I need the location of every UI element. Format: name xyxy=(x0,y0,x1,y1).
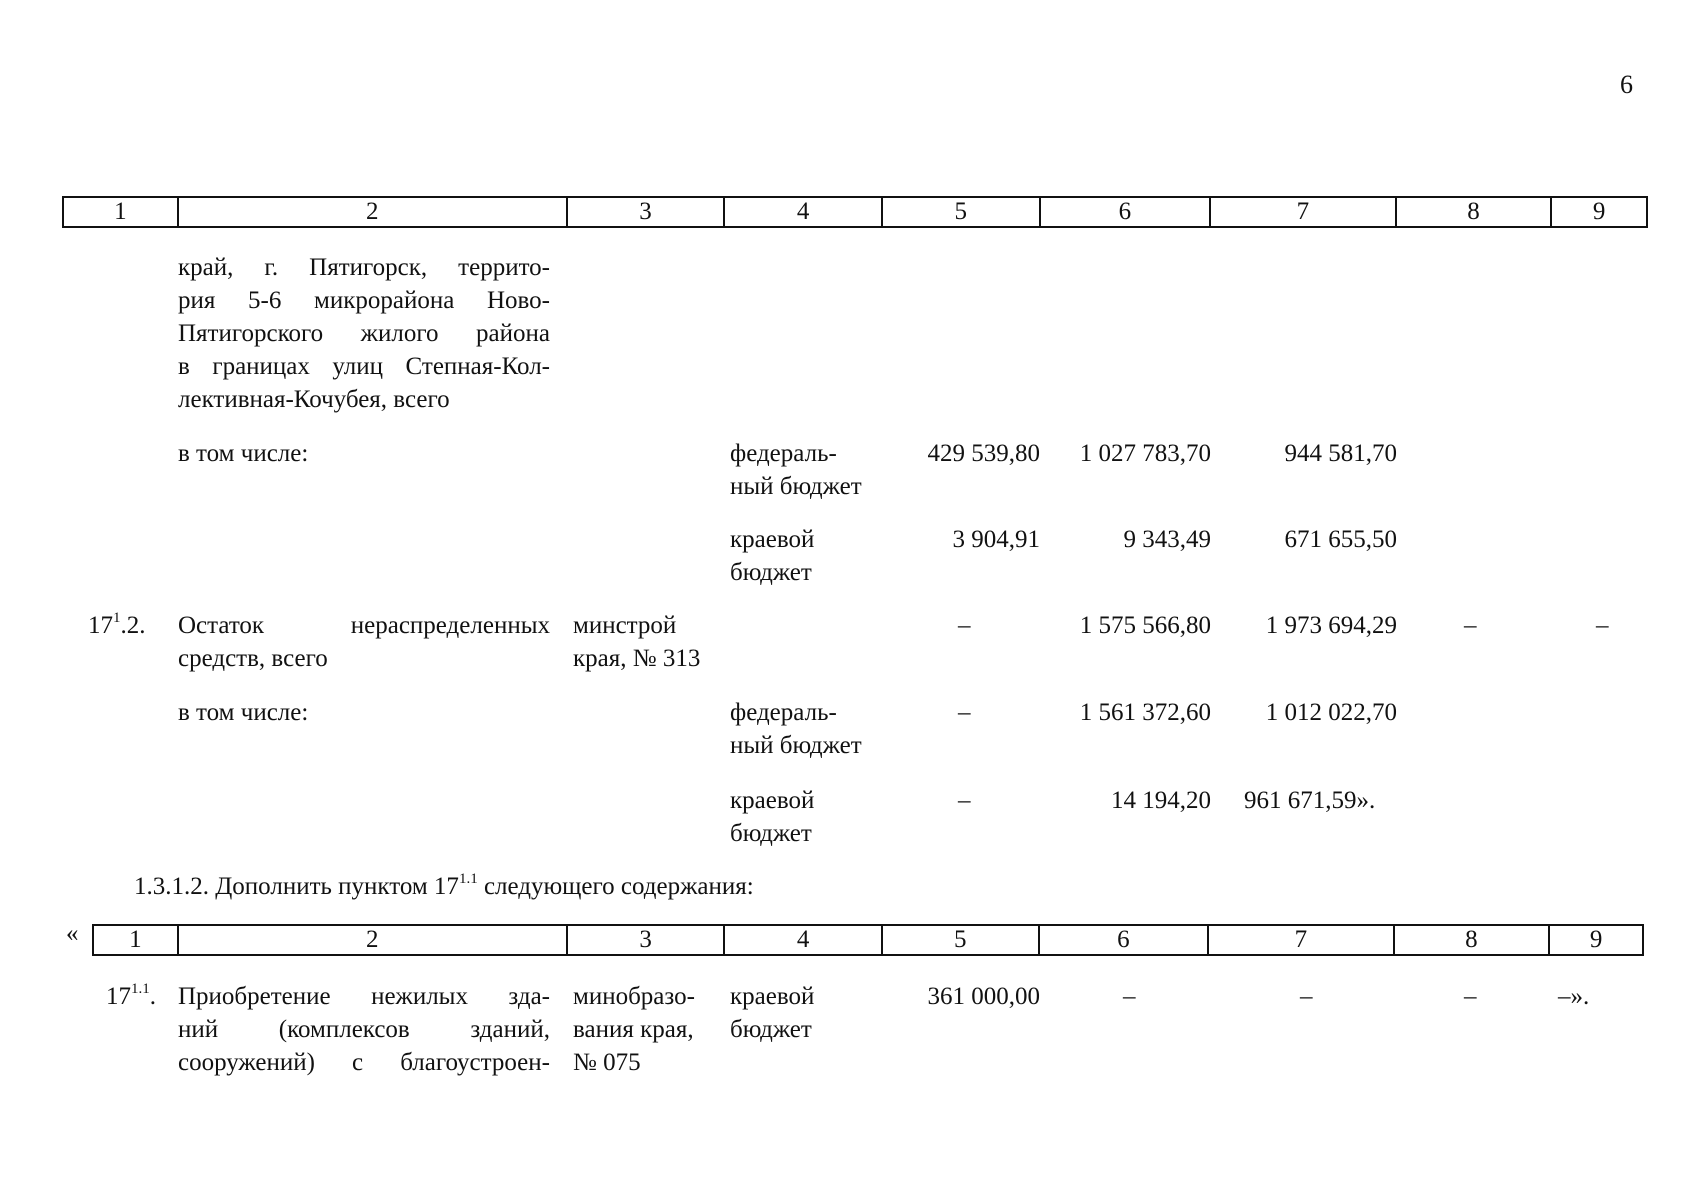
desc-line: Пятигорского жилого района xyxy=(178,320,550,347)
item-number-main: 17 xyxy=(106,983,131,1010)
organization: минобразо- xyxy=(573,983,695,1010)
cell-col6: 1 561 372,60 xyxy=(1079,699,1211,726)
instruction-text: 1.3.1.2. Дополнить пунктом 17 xyxy=(134,873,459,900)
budget-source: краевой xyxy=(730,787,815,814)
cell-col5: – xyxy=(958,612,971,639)
cell-col7: 944 581,70 xyxy=(1284,440,1397,467)
item-number-tail: . xyxy=(149,983,156,1010)
desc-line: лективная-Кочубея, всего xyxy=(178,386,450,413)
page-number: 6 xyxy=(1620,70,1633,99)
header-col-5: 5 xyxy=(883,198,1041,226)
budget-source: краевой xyxy=(730,983,815,1010)
including-label: в том числе: xyxy=(178,699,309,726)
item-description: средств, всего xyxy=(178,645,328,672)
table-header-1 xyxy=(62,196,1648,228)
header-col-9: 9 xyxy=(1589,926,1603,953)
organization: края, № 313 xyxy=(573,645,701,672)
cell-col6: 1 575 566,80 xyxy=(1079,612,1211,639)
budget-source: бюджет xyxy=(730,559,812,586)
header-col-4: 4 xyxy=(725,926,883,954)
organization: вания края, xyxy=(573,1016,694,1043)
header-col-3: 3 xyxy=(568,926,726,954)
cell-col7: – xyxy=(1300,983,1313,1010)
budget-source: краевой xyxy=(730,526,815,553)
budget-source: федераль- xyxy=(730,440,837,467)
budget-source: бюджет xyxy=(730,820,812,847)
header-col-9: 9 xyxy=(1592,198,1606,225)
budget-source: федераль- xyxy=(730,699,837,726)
cell-col6: 1 027 783,70 xyxy=(1079,440,1211,467)
desc-line: край, г. Пятигорск, террито- xyxy=(178,254,550,281)
organization: минстрой xyxy=(573,612,677,639)
cell-col5: – xyxy=(958,787,971,814)
item-number-tail: .2. xyxy=(120,612,146,639)
header-col-8: 8 xyxy=(1395,926,1551,954)
cell-col9: –». xyxy=(1558,983,1590,1010)
cell-col7: 1 973 694,29 xyxy=(1265,612,1397,639)
header-col-4: 4 xyxy=(725,198,883,226)
cell-col5: 361 000,00 xyxy=(927,983,1040,1010)
item-description: Приобретение нежилых зда- xyxy=(178,983,550,1010)
item-number-sup: 1.1 xyxy=(131,980,150,997)
including-label: в том числе: xyxy=(178,440,309,467)
cell-col7: 671 655,50 xyxy=(1284,526,1397,553)
item-description: ний (комплексов зданий, xyxy=(178,1016,550,1043)
organization: № 075 xyxy=(573,1049,641,1076)
item-description: Остаток нераспределенных xyxy=(178,612,550,639)
header-col-8: 8 xyxy=(1397,198,1553,226)
instruction-sup: 1.1 xyxy=(458,870,478,887)
header-col-3: 3 xyxy=(568,198,726,226)
cell-col5: – xyxy=(958,699,971,726)
open-quote: « xyxy=(66,920,79,947)
item-number-main: 17 xyxy=(88,612,113,639)
budget-source: ный бюджет xyxy=(730,732,862,759)
header-col-6: 6 xyxy=(1040,926,1210,954)
header-col-7: 7 xyxy=(1211,198,1397,226)
item-number xyxy=(88,609,146,642)
header-col-2: 2 xyxy=(179,198,568,226)
budget-source: ный бюджет xyxy=(730,473,862,500)
header-col-5: 5 xyxy=(883,926,1040,954)
table-header-2 xyxy=(92,924,1644,956)
header-col-1: 1 xyxy=(64,198,179,226)
cell-col7: 1 012 022,70 xyxy=(1265,699,1397,726)
header-col-1: 1 xyxy=(94,926,179,954)
item-number-sup: 1 xyxy=(113,609,121,626)
cell-col6: 9 343,49 xyxy=(1123,526,1211,553)
budget-source: бюджет xyxy=(730,1016,812,1043)
cell-col5: 429 539,80 xyxy=(927,440,1040,467)
header-col-2: 2 xyxy=(179,926,568,954)
instruction-paragraph xyxy=(134,870,754,903)
item-number xyxy=(106,980,156,1013)
cell-col6: 14 194,20 xyxy=(1111,787,1211,814)
desc-line: рия 5-6 микрорайона Ново- xyxy=(178,287,550,314)
item-description: сооружений) с благоустроен- xyxy=(178,1049,550,1076)
cell-col8: – xyxy=(1464,612,1477,639)
desc-line: в границах улиц Степная-Кол- xyxy=(178,353,550,380)
header-col-7: 7 xyxy=(1209,926,1395,954)
cell-col7: 961 671,59». xyxy=(1244,787,1376,814)
cell-col5: 3 904,91 xyxy=(952,526,1040,553)
cell-col8: – xyxy=(1464,983,1477,1010)
cell-col6: – xyxy=(1123,983,1136,1010)
cell-col9: – xyxy=(1596,612,1609,639)
header-col-6: 6 xyxy=(1041,198,1212,226)
instruction-text-end: следующего содержания: xyxy=(477,873,754,900)
